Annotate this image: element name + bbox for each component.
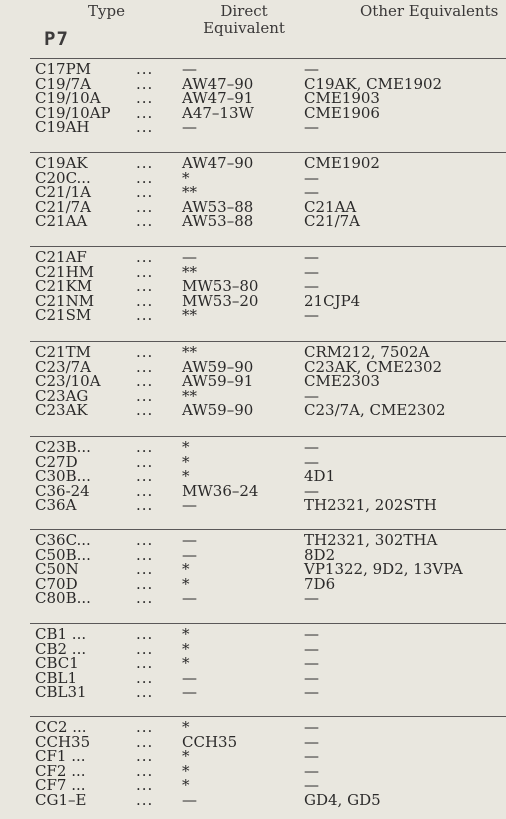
cell-type: CBC1	[35, 654, 79, 673]
cell-direct-equivalent: *	[182, 452, 190, 471]
cell-leader: ...	[136, 589, 154, 608]
cell-direct-equivalent: —	[182, 531, 197, 549]
table-row	[0, 685, 506, 700]
cell-direct-equivalent: *	[182, 747, 190, 766]
cell-leader: ...	[136, 438, 154, 456]
column-header-other: Other Equivalents	[360, 2, 499, 20]
cell-type: C30B...	[35, 467, 91, 486]
table-row	[0, 308, 506, 323]
group-divider	[30, 246, 506, 247]
cell-direct-equivalent: *	[182, 574, 190, 593]
cell-type: C23AG	[35, 386, 89, 405]
cell-leader: ...	[136, 452, 154, 471]
cell-direct-equivalent: —	[182, 668, 197, 687]
cell-other-equivalents: —	[304, 654, 319, 673]
cell-leader: ...	[136, 212, 154, 231]
cell-type: CCH35	[35, 732, 91, 751]
cell-other-equivalents: CME1903	[304, 89, 380, 108]
cell-leader: ...	[136, 74, 154, 93]
column-header-direct	[196, 3, 292, 37]
cell-direct-equivalent: CCH35	[182, 732, 238, 751]
cell-other-equivalents: —	[304, 438, 319, 456]
cell-other-equivalents: C23/7A, CME2302	[304, 401, 446, 420]
cell-leader: ...	[136, 168, 154, 187]
cell-type: CC2 ...	[35, 718, 87, 736]
cell-leader: ...	[136, 718, 154, 736]
cell-leader: ...	[136, 531, 154, 549]
cell-direct-equivalent: AW53–88	[182, 197, 254, 216]
cell-other-equivalents: —	[304, 718, 319, 736]
cell-direct-equivalent: **	[182, 343, 197, 361]
cell-type: C21/1A	[35, 183, 91, 202]
cell-direct-equivalent: —	[182, 791, 197, 809]
cell-leader: ...	[136, 197, 154, 216]
cell-type: C36C...	[35, 531, 91, 549]
cell-leader: ...	[136, 791, 154, 809]
cell-direct-equivalent: *	[182, 761, 190, 780]
cell-other-equivalents: —	[304, 277, 319, 296]
page-number: P7	[44, 28, 69, 50]
cell-other-equivalents: C21/7A	[304, 212, 360, 231]
cell-direct-equivalent: —	[182, 496, 197, 515]
cell-type: C19/10A	[35, 89, 101, 108]
cell-other-equivalents: C21AA	[304, 197, 357, 216]
cell-other-equivalents: —	[304, 747, 319, 766]
cell-leader: ...	[136, 248, 154, 266]
table-row	[0, 498, 506, 513]
cell-direct-equivalent: AW47–91	[182, 89, 254, 108]
cell-type: C21/7A	[35, 197, 91, 216]
cell-direct-equivalent: AW47–90	[182, 154, 254, 172]
cell-other-equivalents: VP1322, 9D2, 13VPA	[304, 560, 463, 579]
cell-other-equivalents: 4D1	[304, 467, 336, 486]
cell-other-equivalents: —	[304, 732, 319, 751]
cell-leader: ...	[136, 467, 154, 486]
cell-direct-equivalent: *	[182, 467, 190, 486]
cell-type: C19AH	[35, 118, 90, 137]
table-row	[0, 214, 506, 229]
cell-other-equivalents: —	[304, 248, 319, 266]
group-divider	[30, 716, 506, 717]
cell-leader: ...	[136, 343, 154, 361]
cell-other-equivalents: CME1902	[304, 154, 380, 172]
cell-leader: ...	[136, 496, 154, 515]
cell-direct-equivalent: **	[182, 386, 197, 405]
cell-leader: ...	[136, 574, 154, 593]
group-divider	[30, 436, 506, 437]
group-divider	[30, 58, 506, 59]
cell-leader: ...	[136, 761, 154, 780]
cell-leader: ...	[136, 357, 154, 376]
cell-other-equivalents: —	[304, 625, 319, 643]
cell-direct-equivalent: AW59–90	[182, 401, 254, 420]
cell-leader: ...	[136, 262, 154, 281]
group-divider	[30, 341, 506, 342]
cell-type: CG1–E	[35, 791, 87, 809]
cell-direct-equivalent: —	[182, 248, 197, 266]
cell-direct-equivalent: —	[182, 589, 197, 608]
cell-other-equivalents: TH2321, 302THA	[304, 531, 438, 549]
cell-other-equivalents: CRM212, 7502A	[304, 343, 430, 361]
cell-direct-equivalent: *	[182, 625, 190, 643]
cell-leader: ...	[136, 372, 154, 391]
cell-direct-equivalent: **	[182, 183, 197, 202]
cell-other-equivalents: 7D6	[304, 574, 336, 593]
cell-type: C21AA	[35, 212, 88, 231]
cell-other-equivalents: 8D2	[304, 545, 336, 564]
cell-direct-equivalent: A47–13W	[182, 103, 254, 122]
cell-leader: ...	[136, 747, 154, 766]
cell-direct-equivalent: —	[182, 683, 197, 702]
cell-direct-equivalent: —	[182, 118, 197, 137]
cell-type: C21SM	[35, 306, 92, 325]
cell-other-equivalents: —	[304, 386, 319, 405]
cell-type: C27D	[35, 452, 78, 471]
cell-direct-equivalent: *	[182, 718, 190, 736]
cell-leader: ...	[136, 625, 154, 643]
cell-type: C80B...	[35, 589, 91, 608]
cell-leader: ...	[136, 118, 154, 137]
cell-other-equivalents: 21CJP4	[304, 291, 361, 310]
cell-other-equivalents: C23AK, CME2302	[304, 357, 443, 376]
cell-type: C23AK	[35, 401, 88, 420]
cell-other-equivalents: TH2321, 202STH	[304, 496, 437, 515]
group-divider	[30, 529, 506, 530]
cell-leader: ...	[136, 560, 154, 579]
cell-direct-equivalent: MW53–20	[182, 291, 259, 310]
cell-type: CB2 ...	[35, 639, 87, 658]
cell-type: C17PM	[35, 60, 92, 78]
cell-other-equivalents: —	[304, 262, 319, 281]
cell-type: C23/7A	[35, 357, 91, 376]
cell-direct-equivalent: MW53–80	[182, 277, 259, 296]
cell-type: CF2 ...	[35, 761, 86, 780]
cell-leader: ...	[136, 183, 154, 202]
cell-direct-equivalent: —	[182, 60, 197, 78]
cell-type: C21KM	[35, 277, 93, 296]
cell-leader: ...	[136, 481, 154, 500]
cell-leader: ...	[136, 60, 154, 78]
cell-direct-equivalent: *	[182, 438, 190, 456]
cell-direct-equivalent: *	[182, 168, 190, 187]
cell-other-equivalents: —	[304, 168, 319, 187]
cell-other-equivalents: —	[304, 589, 319, 608]
cell-leader: ...	[136, 306, 154, 325]
cell-leader: ...	[136, 401, 154, 420]
cell-leader: ...	[136, 386, 154, 405]
cell-type: C21AF	[35, 248, 87, 266]
cell-type: C20C...	[35, 168, 91, 187]
cell-direct-equivalent: MW36–24	[182, 481, 259, 500]
cell-leader: ...	[136, 89, 154, 108]
cell-type: C23B...	[35, 438, 91, 456]
cell-other-equivalents: CME1906	[304, 103, 380, 122]
cell-direct-equivalent: *	[182, 776, 190, 795]
cell-other-equivalents: —	[304, 183, 319, 202]
cell-leader: ...	[136, 683, 154, 702]
cell-type: C19AK	[35, 154, 88, 172]
column-header-direct-line2: Equivalent	[203, 19, 285, 37]
group-divider	[30, 623, 506, 624]
cell-other-equivalents: GD4, GD5	[304, 791, 381, 809]
cell-type: C19/7A	[35, 74, 91, 93]
table-row	[0, 120, 506, 135]
cell-type: CF1 ...	[35, 747, 86, 766]
cell-type: CBL31	[35, 683, 87, 702]
cell-other-equivalents: C19AK, CME1902	[304, 74, 443, 93]
cell-type: C50N	[35, 560, 79, 579]
table-row	[0, 403, 506, 418]
cell-other-equivalents: —	[304, 118, 319, 137]
cell-type: C23/10A	[35, 372, 101, 391]
cell-leader: ...	[136, 103, 154, 122]
cell-other-equivalents: —	[304, 306, 319, 325]
cell-direct-equivalent: AW59–91	[182, 372, 254, 391]
cell-direct-equivalent: *	[182, 560, 190, 579]
cell-leader: ...	[136, 154, 154, 172]
cell-direct-equivalent: *	[182, 639, 190, 658]
cell-direct-equivalent: AW47–90	[182, 74, 254, 93]
group-divider	[30, 152, 506, 153]
cell-other-equivalents: —	[304, 481, 319, 500]
cell-other-equivalents: —	[304, 776, 319, 795]
cell-leader: ...	[136, 277, 154, 296]
cell-direct-equivalent: **	[182, 306, 197, 325]
cell-direct-equivalent: AW59–90	[182, 357, 254, 376]
cell-type: CBL1	[35, 668, 78, 687]
cell-type: C21TM	[35, 343, 91, 361]
cell-type: CB1 ...	[35, 625, 87, 643]
column-header-type: Type	[88, 2, 125, 20]
cell-other-equivalents: —	[304, 60, 319, 78]
cell-type: C21NM	[35, 291, 95, 310]
table-row	[0, 591, 506, 606]
cell-leader: ...	[136, 654, 154, 673]
table-row	[0, 793, 506, 808]
cell-type: C50B...	[35, 545, 91, 564]
cell-direct-equivalent: —	[182, 545, 197, 564]
cell-leader: ...	[136, 639, 154, 658]
cell-leader: ...	[136, 291, 154, 310]
cell-type: C19/10AP	[35, 103, 111, 122]
cell-direct-equivalent: *	[182, 654, 190, 673]
cell-type: C70D	[35, 574, 78, 593]
cell-leader: ...	[136, 668, 154, 687]
cell-leader: ...	[136, 776, 154, 795]
cell-leader: ...	[136, 732, 154, 751]
cell-type: CF7 ...	[35, 776, 86, 795]
cell-type: C36A	[35, 496, 77, 515]
cell-direct-equivalent: **	[182, 262, 197, 281]
cell-other-equivalents: —	[304, 683, 319, 702]
cell-other-equivalents: —	[304, 639, 319, 658]
cell-other-equivalents: —	[304, 452, 319, 471]
cell-other-equivalents: —	[304, 761, 319, 780]
cell-leader: ...	[136, 545, 154, 564]
cell-direct-equivalent: AW53–88	[182, 212, 254, 231]
cell-other-equivalents: CME2303	[304, 372, 380, 391]
column-header-direct-line1: Direct	[220, 2, 268, 20]
cell-type: C21HM	[35, 262, 95, 281]
cell-type: C36-24	[35, 481, 90, 500]
cell-other-equivalents: —	[304, 668, 319, 687]
